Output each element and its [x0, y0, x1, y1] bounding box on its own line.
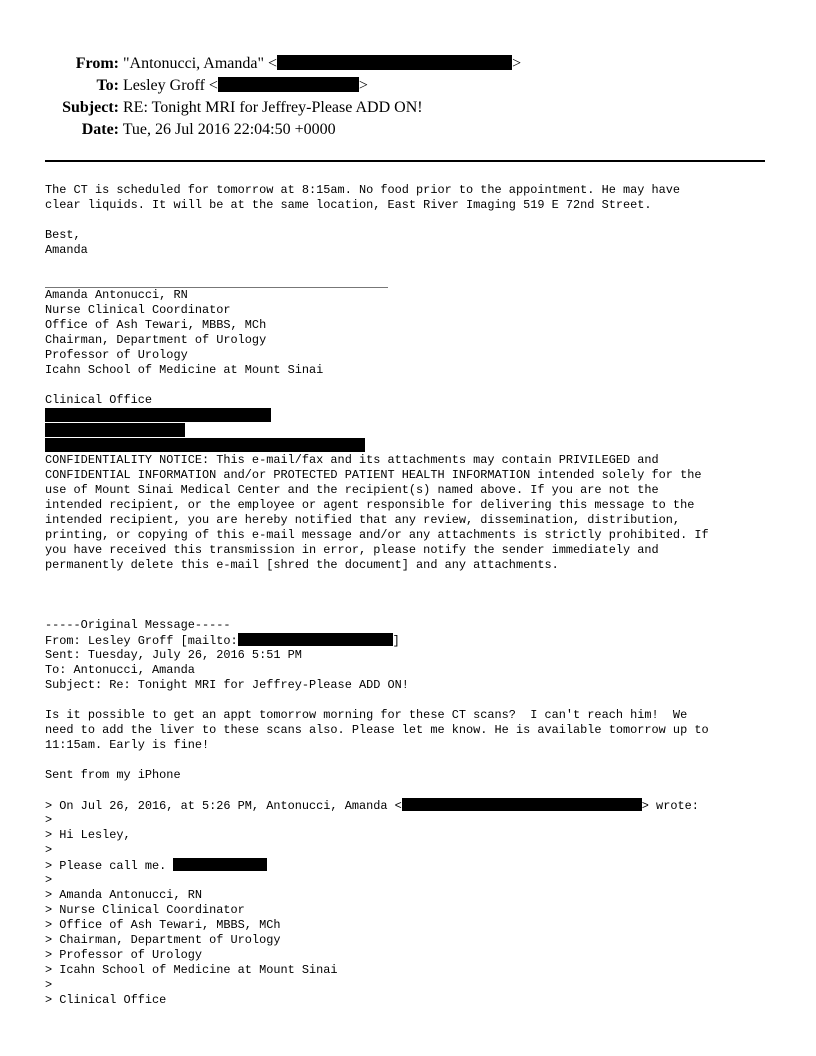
quoted-greeting: > > Hi Lesley, > [45, 813, 131, 857]
redaction-block [45, 423, 185, 437]
original-from [45, 633, 400, 649]
header-subject [0, 97, 816, 119]
original-sent: Sent: Tuesday, July 26, 2016 5:51 PM [45, 648, 302, 662]
quoted-on-suffix: > wrote: [641, 799, 699, 813]
body-closing: Best, Amanda [45, 228, 88, 257]
original-from-suffix: ] [392, 634, 400, 648]
close-bracket: > [512, 55, 522, 72]
quoted-call-prefix: > Please call me. [45, 859, 174, 873]
from-label: From: [75, 55, 119, 72]
date-value: Tue, 26 Jul 2016 22:04:50 +0000 [122, 121, 336, 138]
original-message-separator: -----Original Message----- [45, 618, 231, 632]
quoted-signature: > > Amanda Antonucci, RN > Nurse Clinical Coordinator > Office of Ash Tewari, MBBS, MCh > Chairman, Department of Urology > Professor of Urology > Icahn School of Medicine at Mount Sinai > > Clinical Office [45, 873, 338, 1007]
redaction-block [173, 858, 267, 871]
to-value: Lesley Groff < [123, 77, 218, 94]
from-value: "Antonucci, Amanda" < [123, 55, 278, 72]
original-subject: Subject: Re: Tonight MRI for Jeffrey-Please ADD ON! [45, 678, 409, 692]
clinical-office-label: Clinical Office [45, 393, 153, 407]
quoted-call-line [45, 858, 267, 874]
redaction-block [45, 438, 365, 452]
body-paragraph: The CT is scheduled for tomorrow at 8:15am. No food prior to the appointment. He may have clear liquids. It will be at the same location, East River Imaging 519 E 72nd Street. [45, 183, 681, 212]
header-to [0, 75, 816, 97]
quoted-on-prefix: > On Jul 26, 2016, at 5:26 PM, Antonucci, Amanda < [45, 799, 402, 813]
subject-value: RE: Tonight MRI for Jeffrey-Please ADD ON! [123, 99, 423, 116]
original-body: Is it possible to get an appt tomorrow morning for these CT scans? I can't reach him! We need to add the liver to these scans also. Please let me know. He is available tomorrow up to 11:15am. Early is fine! [45, 708, 709, 752]
redaction-block [45, 408, 271, 422]
redaction-block [402, 798, 642, 811]
date-label: Date: [81, 121, 119, 138]
close-bracket: > [358, 77, 368, 94]
header-date [0, 119, 816, 141]
sent-from-iphone: Sent from my iPhone [45, 768, 181, 782]
header-divider [45, 160, 765, 162]
signature: Amanda Antonucci, RN Nurse Clinical Coordinator Office of Ash Tewari, MBBS, MCh Chairman, Department of Urology Professor of Urology Icahn School of Medicine at Mount Sinai [45, 288, 324, 377]
redaction-block [277, 55, 512, 70]
confidentiality-notice: CONFIDENTIALITY NOTICE: This e-mail/fax and its attachments may contain PRIVILEGED and CONFIDENTIAL INFORMATION and/or PROTECTED PATIENT HEALTH INFORMATION intended solely for the use of Mount Sinai Medical Center and the recipient(s) named above. If you are not the intended recipient, or the employee or agent responsible for delivering this message to the intended recipient, you are hereby notified that any review, dissemination, distribution, printing, or copying of this e-mail message and/or any attachments is strictly prohibited. If you have received this transmission in error, please notify the sender immediately and permanently delete this e-mail [shred the document] and any attachments. [45, 453, 709, 572]
to-label: To: [96, 77, 119, 94]
original-from-prefix: From: Lesley Groff [mailto: [45, 634, 238, 648]
redaction-block [238, 633, 393, 646]
subject-label: Subject: [62, 99, 119, 116]
header-from [0, 53, 816, 75]
redaction-block [218, 77, 359, 92]
original-to: To: Antonucci, Amanda [45, 663, 195, 677]
quoted-on-line [45, 798, 699, 814]
